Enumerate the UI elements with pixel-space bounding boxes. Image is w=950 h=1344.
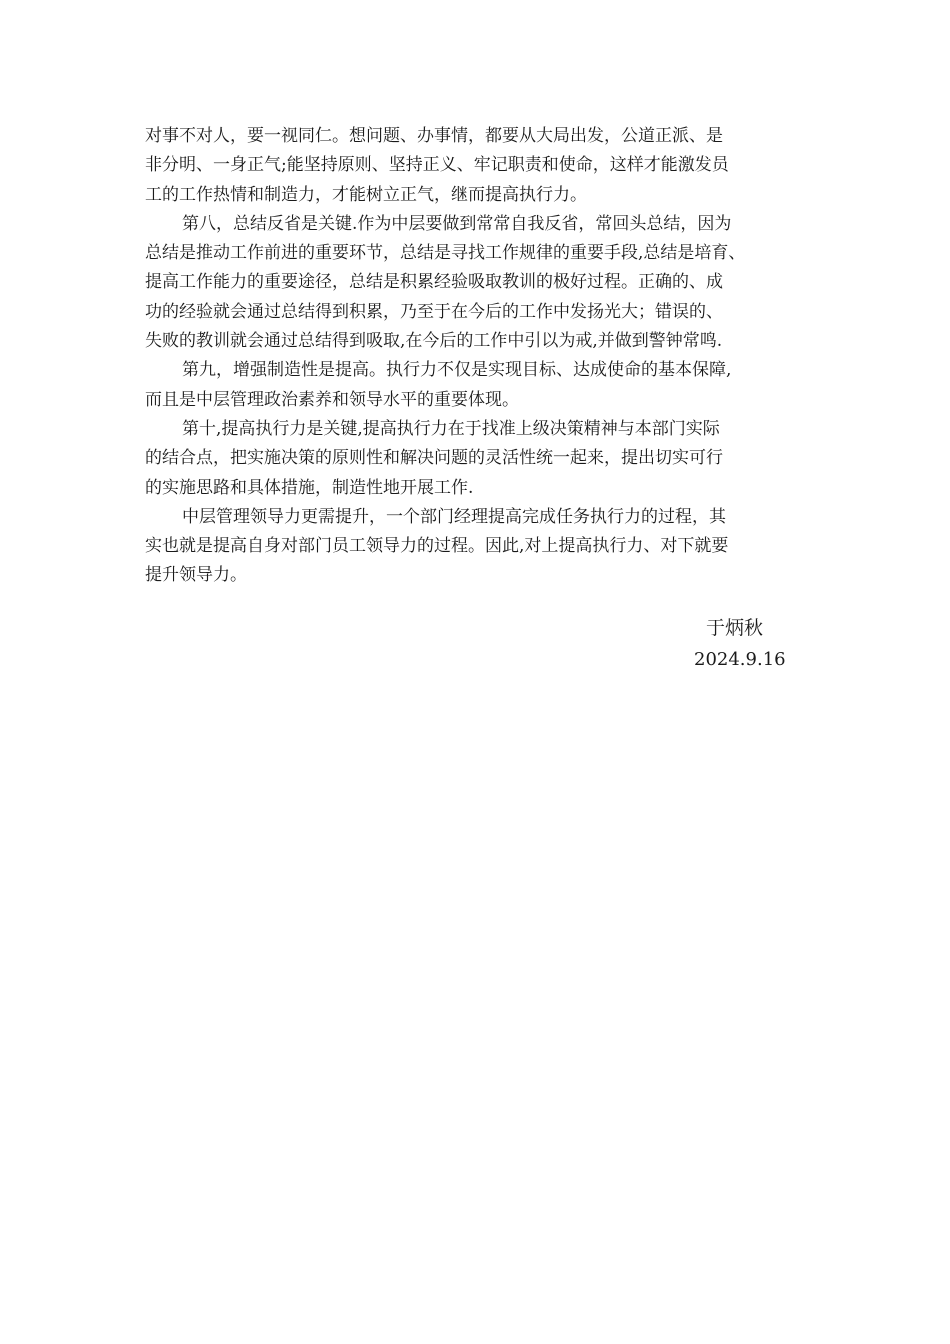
- paragraph-5-line-1: 中层管理领导力更需提升，一个部门经理提高完成任务执行力的过程，其: [182, 506, 726, 527]
- paragraph-2-line-2: 总结是推动工作前进的重要环节，总结是寻找工作规律的重要手段,总结是培育、: [145, 243, 746, 264]
- document-body: [145, 122, 810, 591]
- paragraph-1-line-1: 对事不对人，要一视同仁。想问题、办事情，都要从大局出发，公道正派、是: [145, 126, 723, 146]
- signature-name: 于炳秋: [706, 617, 764, 639]
- paragraph-2-line-3: 提高工作能力的重要途径，总结是积累经验吸取教训的极好过程。正确的、成: [145, 272, 723, 293]
- paragraph-4-line-2: 的结合点，把实施决策的原则性和解决问题的灵活性统一起来，提出切实可行: [145, 448, 723, 469]
- paragraph-2-line-4: 功的经验就会通过总结得到积累，乃至于在今后的工作中发扬光大；错误的、: [145, 301, 723, 322]
- paragraph-3-line-2: 而且是中层管理政治素养和领导水平的重要体现。: [145, 389, 519, 410]
- paragraph-1-line-2: 非分明、一身正气;能坚持原则、坚持正义、牢记职责和使命，这样才能激发员: [145, 155, 729, 176]
- paragraph-4-line-3: 的实施思路和具体措施，制造性地开展工作.: [145, 477, 474, 498]
- paragraph-5-line-2: 实也就是提高自身对部门员工领导力的过程。因此,对上提高执行力、对下就要: [145, 536, 729, 557]
- paragraph-3-line-1: 第九，增强制造性是提高。执行力不仅是实现目标、达成使命的基本保障,: [182, 360, 732, 381]
- signature-date: 2024.9.16: [694, 649, 786, 670]
- paragraph-2-line-1: 第八，总结反省是关键.作为中层要做到常常自我反省，常回头总结，因为: [182, 213, 732, 234]
- paragraph-1-line-3: 工的工作热情和制造力，才能树立正气，继而提高执行力。: [145, 184, 587, 205]
- paragraph-2-line-5: 失败的教训就会通过总结得到吸取,在今后的工作中引以为戒,并做到警钟常鸣.: [145, 331, 723, 352]
- paragraph-5-line-3: 提升领导力。: [145, 565, 247, 586]
- paragraph-4-line-1: 第十,提高执行力是关键,提高执行力在于找准上级决策精神与本部门实际: [182, 418, 720, 439]
